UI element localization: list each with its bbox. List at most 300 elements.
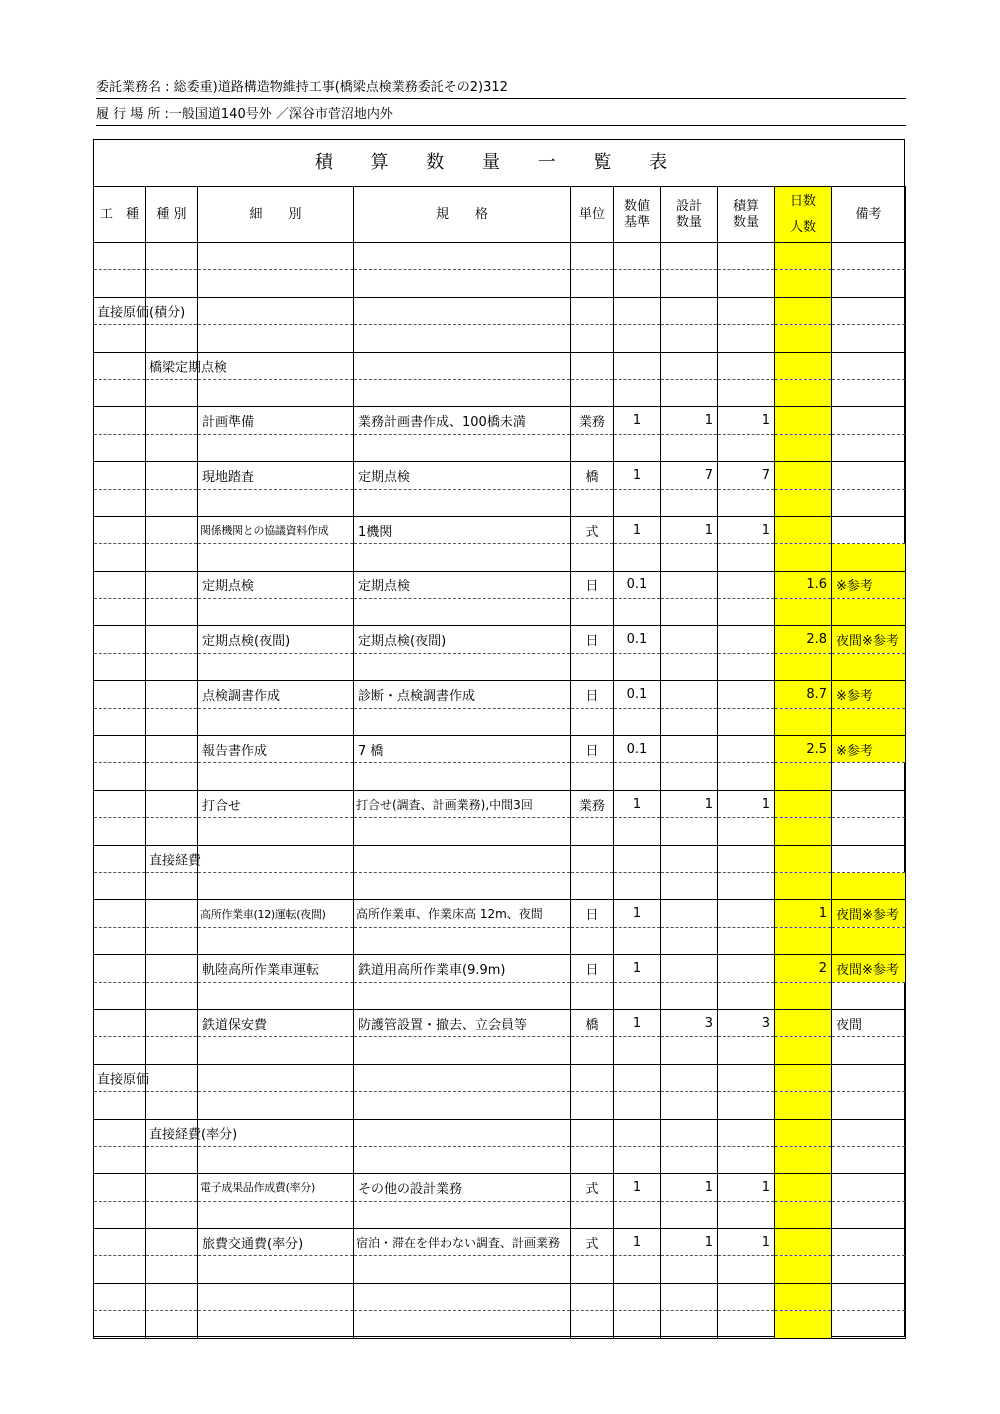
cell-bikou: ※参考 <box>832 571 906 598</box>
cell-kikaku: 鉄道用高所作業車(9.9m) <box>354 955 571 982</box>
table-row <box>94 900 906 927</box>
cell-bikou <box>832 763 906 790</box>
cell-koushu <box>94 1009 146 1036</box>
cell-bikou <box>832 1119 906 1146</box>
table-row <box>94 1064 906 1091</box>
cell-koushu <box>94 708 146 735</box>
cell-shubetsu <box>146 1092 198 1119</box>
cell-tani: 式 <box>571 1174 614 1201</box>
cell-nissu <box>775 1064 832 1091</box>
table-row <box>94 1119 906 1146</box>
cell-sekisan <box>718 982 775 1009</box>
cell-saibetsu <box>198 845 354 872</box>
col-header-kikaku: 規 格 <box>354 187 571 243</box>
table-row <box>94 407 906 434</box>
cell-kijun <box>614 1064 661 1091</box>
cell-saibetsu: 関係機関との協議資料作成 <box>198 516 354 543</box>
cell-tani <box>571 927 614 954</box>
table-row <box>94 1009 906 1036</box>
cell-nissu <box>775 243 832 270</box>
cell-sekkei <box>661 736 718 763</box>
cell-shubetsu <box>146 544 198 571</box>
cell-shubetsu <box>146 379 198 406</box>
cell-sekisan <box>718 872 775 899</box>
cell-sekkei <box>661 270 718 297</box>
cell-kijun <box>614 1037 661 1064</box>
cell-kikaku <box>354 763 571 790</box>
cell-bikou <box>832 352 906 379</box>
table-row <box>94 352 906 379</box>
cell-nissu <box>775 790 832 817</box>
table-spacer-row <box>94 1201 906 1228</box>
cell-saibetsu: 打合せ <box>198 790 354 817</box>
cell-tani <box>571 1146 614 1173</box>
table-row <box>94 736 906 763</box>
cell-sekisan <box>718 1092 775 1119</box>
cell-kijun: 1 <box>614 462 661 489</box>
cell-kikaku <box>354 818 571 845</box>
cell-shubetsu <box>146 1174 198 1201</box>
cell-bikou: 夜間 <box>832 1009 906 1036</box>
cell-sekisan <box>718 1146 775 1173</box>
cell-shubetsu <box>146 1283 198 1310</box>
cell-kijun: 1 <box>614 1009 661 1036</box>
cell-saibetsu <box>198 1283 354 1310</box>
cell-tani: 日 <box>571 571 614 598</box>
cell-kikaku <box>354 489 571 516</box>
cell-kijun <box>614 379 661 406</box>
cell-kikaku <box>354 845 571 872</box>
cell-kijun <box>614 599 661 626</box>
cell-koushu <box>94 325 146 352</box>
cell-bikou <box>832 872 906 899</box>
table-row <box>94 681 906 708</box>
cell-saibetsu <box>198 708 354 735</box>
cell-tani: 橋 <box>571 462 614 489</box>
table-row <box>94 516 906 543</box>
cell-sekisan: 3 <box>718 1009 775 1036</box>
cell-koushu <box>94 434 146 461</box>
cell-koushu <box>94 1311 146 1338</box>
cell-bikou <box>832 1037 906 1064</box>
cell-kikaku: 防護管設置・撤去、立会員等 <box>354 1009 571 1036</box>
col-header-kijun: 数値基準 <box>614 187 661 243</box>
cell-nissu: 2 <box>775 955 832 982</box>
cell-kikaku <box>354 653 571 680</box>
cell-koushu <box>94 1229 146 1256</box>
cell-nissu <box>775 434 832 461</box>
cell-kijun: 1 <box>614 1229 661 1256</box>
row-label: 直接経費(率分) <box>149 1127 238 1143</box>
cell-kikaku <box>354 1201 571 1228</box>
cell-nissu <box>775 845 832 872</box>
cell-shubetsu <box>146 1037 198 1064</box>
cell-koushu <box>94 736 146 763</box>
table-spacer-row <box>94 599 906 626</box>
cell-kikaku: その他の設計業務 <box>354 1174 571 1201</box>
cell-sekisan <box>718 1201 775 1228</box>
cell-tani <box>571 1064 614 1091</box>
cell-bikou: 夜間※参考 <box>832 900 906 927</box>
cell-koushu <box>94 900 146 927</box>
cell-sekkei <box>661 872 718 899</box>
cell-bikou: 夜間※参考 <box>832 955 906 982</box>
cell-tani <box>571 434 614 461</box>
cell-koushu <box>94 489 146 516</box>
cell-shubetsu <box>146 243 198 270</box>
cell-bikou <box>832 1146 906 1173</box>
cell-koushu <box>94 1146 146 1173</box>
col-header-nissu: 日数人数 <box>775 187 832 243</box>
cell-nissu: 8.7 <box>775 681 832 708</box>
cell-tani: 日 <box>571 681 614 708</box>
cell-kijun <box>614 297 661 324</box>
cell-koushu <box>94 982 146 1009</box>
table-spacer-row <box>94 270 906 297</box>
cell-sekkei: 1 <box>661 1174 718 1201</box>
cell-kijun: 1 <box>614 407 661 434</box>
cell-nissu <box>775 489 832 516</box>
cell-shubetsu <box>146 270 198 297</box>
cell-kijun: 1 <box>614 955 661 982</box>
cell-koushu <box>94 653 146 680</box>
cell-koushu <box>94 243 146 270</box>
cell-sekkei <box>661 352 718 379</box>
cell-sekisan <box>718 379 775 406</box>
cell-kikaku <box>354 1256 571 1283</box>
cell-sekisan <box>718 1037 775 1064</box>
cell-shubetsu <box>146 434 198 461</box>
cell-sekisan <box>718 544 775 571</box>
cell-nissu: 2.5 <box>775 736 832 763</box>
cell-tani: 日 <box>571 736 614 763</box>
cell-sekkei <box>661 1201 718 1228</box>
cell-tani: 日 <box>571 955 614 982</box>
table-row <box>94 845 906 872</box>
cell-shubetsu <box>146 790 198 817</box>
cell-tani <box>571 1119 614 1146</box>
cell-nissu: 1.6 <box>775 571 832 598</box>
cell-nissu <box>775 352 832 379</box>
cell-saibetsu <box>198 982 354 1009</box>
cell-kikaku <box>354 1037 571 1064</box>
cell-nissu <box>775 763 832 790</box>
cell-tani: 日 <box>571 900 614 927</box>
cell-shubetsu <box>146 626 198 653</box>
cell-kijun <box>614 708 661 735</box>
cell-nissu <box>775 407 832 434</box>
cell-sekisan: 7 <box>718 462 775 489</box>
cell-shubetsu <box>146 900 198 927</box>
cell-kikaku <box>354 270 571 297</box>
cell-saibetsu <box>198 872 354 899</box>
cell-saibetsu: 旅費交通費(率分) <box>198 1229 354 1256</box>
cell-kijun <box>614 818 661 845</box>
estimate-table <box>93 186 906 1339</box>
cell-saibetsu <box>198 818 354 845</box>
cell-sekisan <box>718 571 775 598</box>
cell-kijun: 1 <box>614 900 661 927</box>
cell-kikaku <box>354 243 571 270</box>
cell-koushu <box>94 1201 146 1228</box>
cell-kijun <box>614 1256 661 1283</box>
cell-saibetsu <box>198 763 354 790</box>
cell-bikou <box>832 1283 906 1310</box>
cell-tani <box>571 982 614 1009</box>
col-header-tani: 単位 <box>571 187 614 243</box>
col-header-sekkei: 設計数量 <box>661 187 718 243</box>
cell-kijun: 0.1 <box>614 626 661 653</box>
cell-tani <box>571 379 614 406</box>
cell-kikaku <box>354 927 571 954</box>
cell-sekisan <box>718 489 775 516</box>
table-spacer-row <box>94 653 906 680</box>
cell-sekisan <box>718 955 775 982</box>
cell-tani <box>571 599 614 626</box>
table-row <box>94 790 906 817</box>
cell-sekisan: 1 <box>718 1174 775 1201</box>
cell-nissu <box>775 927 832 954</box>
cell-sekkei <box>661 927 718 954</box>
cell-shubetsu <box>146 1064 198 1091</box>
table-spacer-row <box>94 1256 906 1283</box>
cell-koushu <box>94 818 146 845</box>
cell-sekisan <box>718 1256 775 1283</box>
cell-sekisan <box>718 900 775 927</box>
cell-nissu <box>775 1311 832 1338</box>
cell-koushu <box>94 599 146 626</box>
cell-sekkei <box>661 955 718 982</box>
cell-sekisan <box>718 681 775 708</box>
cell-shubetsu <box>146 1201 198 1228</box>
cell-kikaku <box>354 434 571 461</box>
cell-sekkei <box>661 845 718 872</box>
table-spacer-row <box>94 325 906 352</box>
table-spacer-row <box>94 544 906 571</box>
cell-kikaku <box>354 544 571 571</box>
cell-sekisan: 1 <box>718 790 775 817</box>
cell-sekisan <box>718 243 775 270</box>
cell-shubetsu <box>146 927 198 954</box>
cell-kikaku: 高所作業車、作業床高 12m、夜間 <box>354 900 571 927</box>
cell-shubetsu <box>146 489 198 516</box>
cell-nissu: 2.8 <box>775 626 832 653</box>
cell-kijun <box>614 1311 661 1338</box>
cell-sekisan <box>718 927 775 954</box>
cell-bikou <box>832 489 906 516</box>
cell-bikou <box>832 544 906 571</box>
cell-tani <box>571 1037 614 1064</box>
cell-kikaku <box>354 599 571 626</box>
cell-koushu <box>94 845 146 872</box>
cell-koushu <box>94 1037 146 1064</box>
cell-tani <box>571 325 614 352</box>
cell-shubetsu <box>146 736 198 763</box>
cell-saibetsu: 高所作業車(12)運転(夜間) <box>198 900 354 927</box>
contract-name: 委託業務名 : 総委重)道路構造物維持工事(橋梁点検業務委託その2)312 <box>96 78 906 99</box>
cell-sekkei: 1 <box>661 790 718 817</box>
cell-nissu <box>775 516 832 543</box>
cell-nissu <box>775 1119 832 1146</box>
cell-sekisan <box>718 297 775 324</box>
table-row <box>94 571 906 598</box>
cell-koushu <box>94 955 146 982</box>
cell-kikaku: 打合せ(調査、計画業務),中間3回 <box>354 790 571 817</box>
cell-kikaku <box>354 325 571 352</box>
cell-koushu <box>94 1092 146 1119</box>
col-header-saibetsu: 細 別 <box>198 187 354 243</box>
cell-shubetsu <box>146 763 198 790</box>
cell-koushu <box>94 297 186 324</box>
cell-sekkei <box>661 626 718 653</box>
row-label: 直接原価(積分) <box>97 305 186 321</box>
cell-kijun <box>614 489 661 516</box>
cell-bikou <box>832 790 906 817</box>
cell-nissu <box>775 1174 832 1201</box>
cell-koushu <box>94 270 146 297</box>
cell-sekkei <box>661 1119 718 1146</box>
cell-kijun <box>614 1283 661 1310</box>
cell-koushu <box>94 872 146 899</box>
cell-sekkei <box>661 571 718 598</box>
table-spacer-row <box>94 1311 906 1338</box>
cell-sekkei <box>661 489 718 516</box>
cell-kijun <box>614 653 661 680</box>
cell-sekisan <box>718 325 775 352</box>
row-label: 橋梁定期点検 <box>149 360 228 376</box>
table-spacer-row <box>94 1092 906 1119</box>
table-row <box>94 462 906 489</box>
table-row <box>94 1174 906 1201</box>
cell-kikaku <box>354 1146 571 1173</box>
cell-kikaku <box>354 982 571 1009</box>
cell-nissu <box>775 1146 832 1173</box>
cell-nissu <box>775 297 832 324</box>
cell-shubetsu <box>146 955 198 982</box>
cell-nissu <box>775 818 832 845</box>
cell-sekisan <box>718 1064 775 1091</box>
cell-kijun <box>614 1119 661 1146</box>
cell-kijun <box>614 1146 661 1173</box>
cell-tani <box>571 1311 614 1338</box>
cell-tani: 業務 <box>571 790 614 817</box>
cell-sekkei <box>661 1311 718 1338</box>
cell-tani: 式 <box>571 516 614 543</box>
col-header-bikou: 備考 <box>832 187 906 243</box>
table-spacer-row <box>94 872 906 899</box>
cell-nissu: 1 <box>775 900 832 927</box>
cell-nissu <box>775 1201 832 1228</box>
cell-kijun <box>614 544 661 571</box>
cell-shubetsu <box>146 681 198 708</box>
page-title: 積 算 数 量 一 覧 表 <box>314 152 684 173</box>
cell-kijun <box>614 270 661 297</box>
cell-koushu <box>94 763 146 790</box>
cell-tani: 式 <box>571 1229 614 1256</box>
table-spacer-row <box>94 243 906 270</box>
cell-tani <box>571 544 614 571</box>
cell-saibetsu <box>198 434 354 461</box>
table-spacer-row <box>94 1146 906 1173</box>
cell-bikou <box>832 270 906 297</box>
cell-sekkei <box>661 763 718 790</box>
cell-sekkei <box>661 982 718 1009</box>
table-row <box>94 626 906 653</box>
cell-sekisan <box>718 763 775 790</box>
table-spacer-row <box>94 763 906 790</box>
table-spacer-row <box>94 927 906 954</box>
cell-bikou <box>832 379 906 406</box>
col-header-sekisan: 積算数量 <box>718 187 775 243</box>
cell-koushu <box>94 1119 146 1146</box>
cell-nissu <box>775 544 832 571</box>
cell-bikou <box>832 243 906 270</box>
cell-bikou <box>832 927 906 954</box>
cell-kikaku <box>354 1092 571 1119</box>
cell-saibetsu <box>198 1092 354 1119</box>
cell-shubetsu <box>146 1229 198 1256</box>
cell-koushu <box>94 1064 150 1091</box>
cell-nissu <box>775 1283 832 1310</box>
cell-bikou <box>832 1092 906 1119</box>
cell-kikaku <box>354 379 571 406</box>
cell-sekkei: 1 <box>661 516 718 543</box>
cell-sekkei: 3 <box>661 1009 718 1036</box>
work-location: 履 行 場 所 :一般国道140号外 ／深谷市菅沼地内外 <box>96 104 906 126</box>
cell-kikaku: 業務計画書作成、100橋未満 <box>354 407 571 434</box>
cell-kikaku: 診断・点検調書作成 <box>354 681 571 708</box>
cell-bikou <box>832 516 906 543</box>
cell-kijun <box>614 1092 661 1119</box>
cell-saibetsu <box>198 653 354 680</box>
cell-nissu <box>775 708 832 735</box>
cell-tani: 日 <box>571 626 614 653</box>
cell-kijun: 0.1 <box>614 571 661 598</box>
cell-sekisan <box>718 626 775 653</box>
cell-tani <box>571 297 614 324</box>
cell-tani <box>571 872 614 899</box>
cell-sekkei <box>661 1092 718 1119</box>
table-spacer-row <box>94 982 906 1009</box>
cell-tani <box>571 1092 614 1119</box>
cell-nissu <box>775 872 832 899</box>
cell-bikou <box>832 1229 906 1256</box>
cell-sekisan <box>718 352 775 379</box>
cell-sekisan <box>718 818 775 845</box>
cell-sekkei <box>661 653 718 680</box>
cell-saibetsu: 点検調書作成 <box>198 681 354 708</box>
cell-sekkei <box>661 1037 718 1064</box>
cell-bikou <box>832 845 906 872</box>
cell-saibetsu <box>198 1256 354 1283</box>
cell-kikaku: 定期点検 <box>354 571 571 598</box>
cell-shubetsu <box>146 845 202 872</box>
cell-shubetsu <box>146 1009 198 1036</box>
cell-shubetsu <box>146 1256 198 1283</box>
cell-nissu <box>775 270 832 297</box>
cell-bikou <box>832 434 906 461</box>
cell-kikaku <box>354 708 571 735</box>
cell-sekisan <box>718 1283 775 1310</box>
cell-nissu <box>775 462 832 489</box>
cell-koushu <box>94 927 146 954</box>
cell-shubetsu <box>146 407 198 434</box>
cell-saibetsu: 定期点検(夜間) <box>198 626 354 653</box>
cell-shubetsu <box>146 872 198 899</box>
table-spacer-row <box>94 489 906 516</box>
cell-bikou <box>832 297 906 324</box>
cell-bikou: ※参考 <box>832 736 906 763</box>
